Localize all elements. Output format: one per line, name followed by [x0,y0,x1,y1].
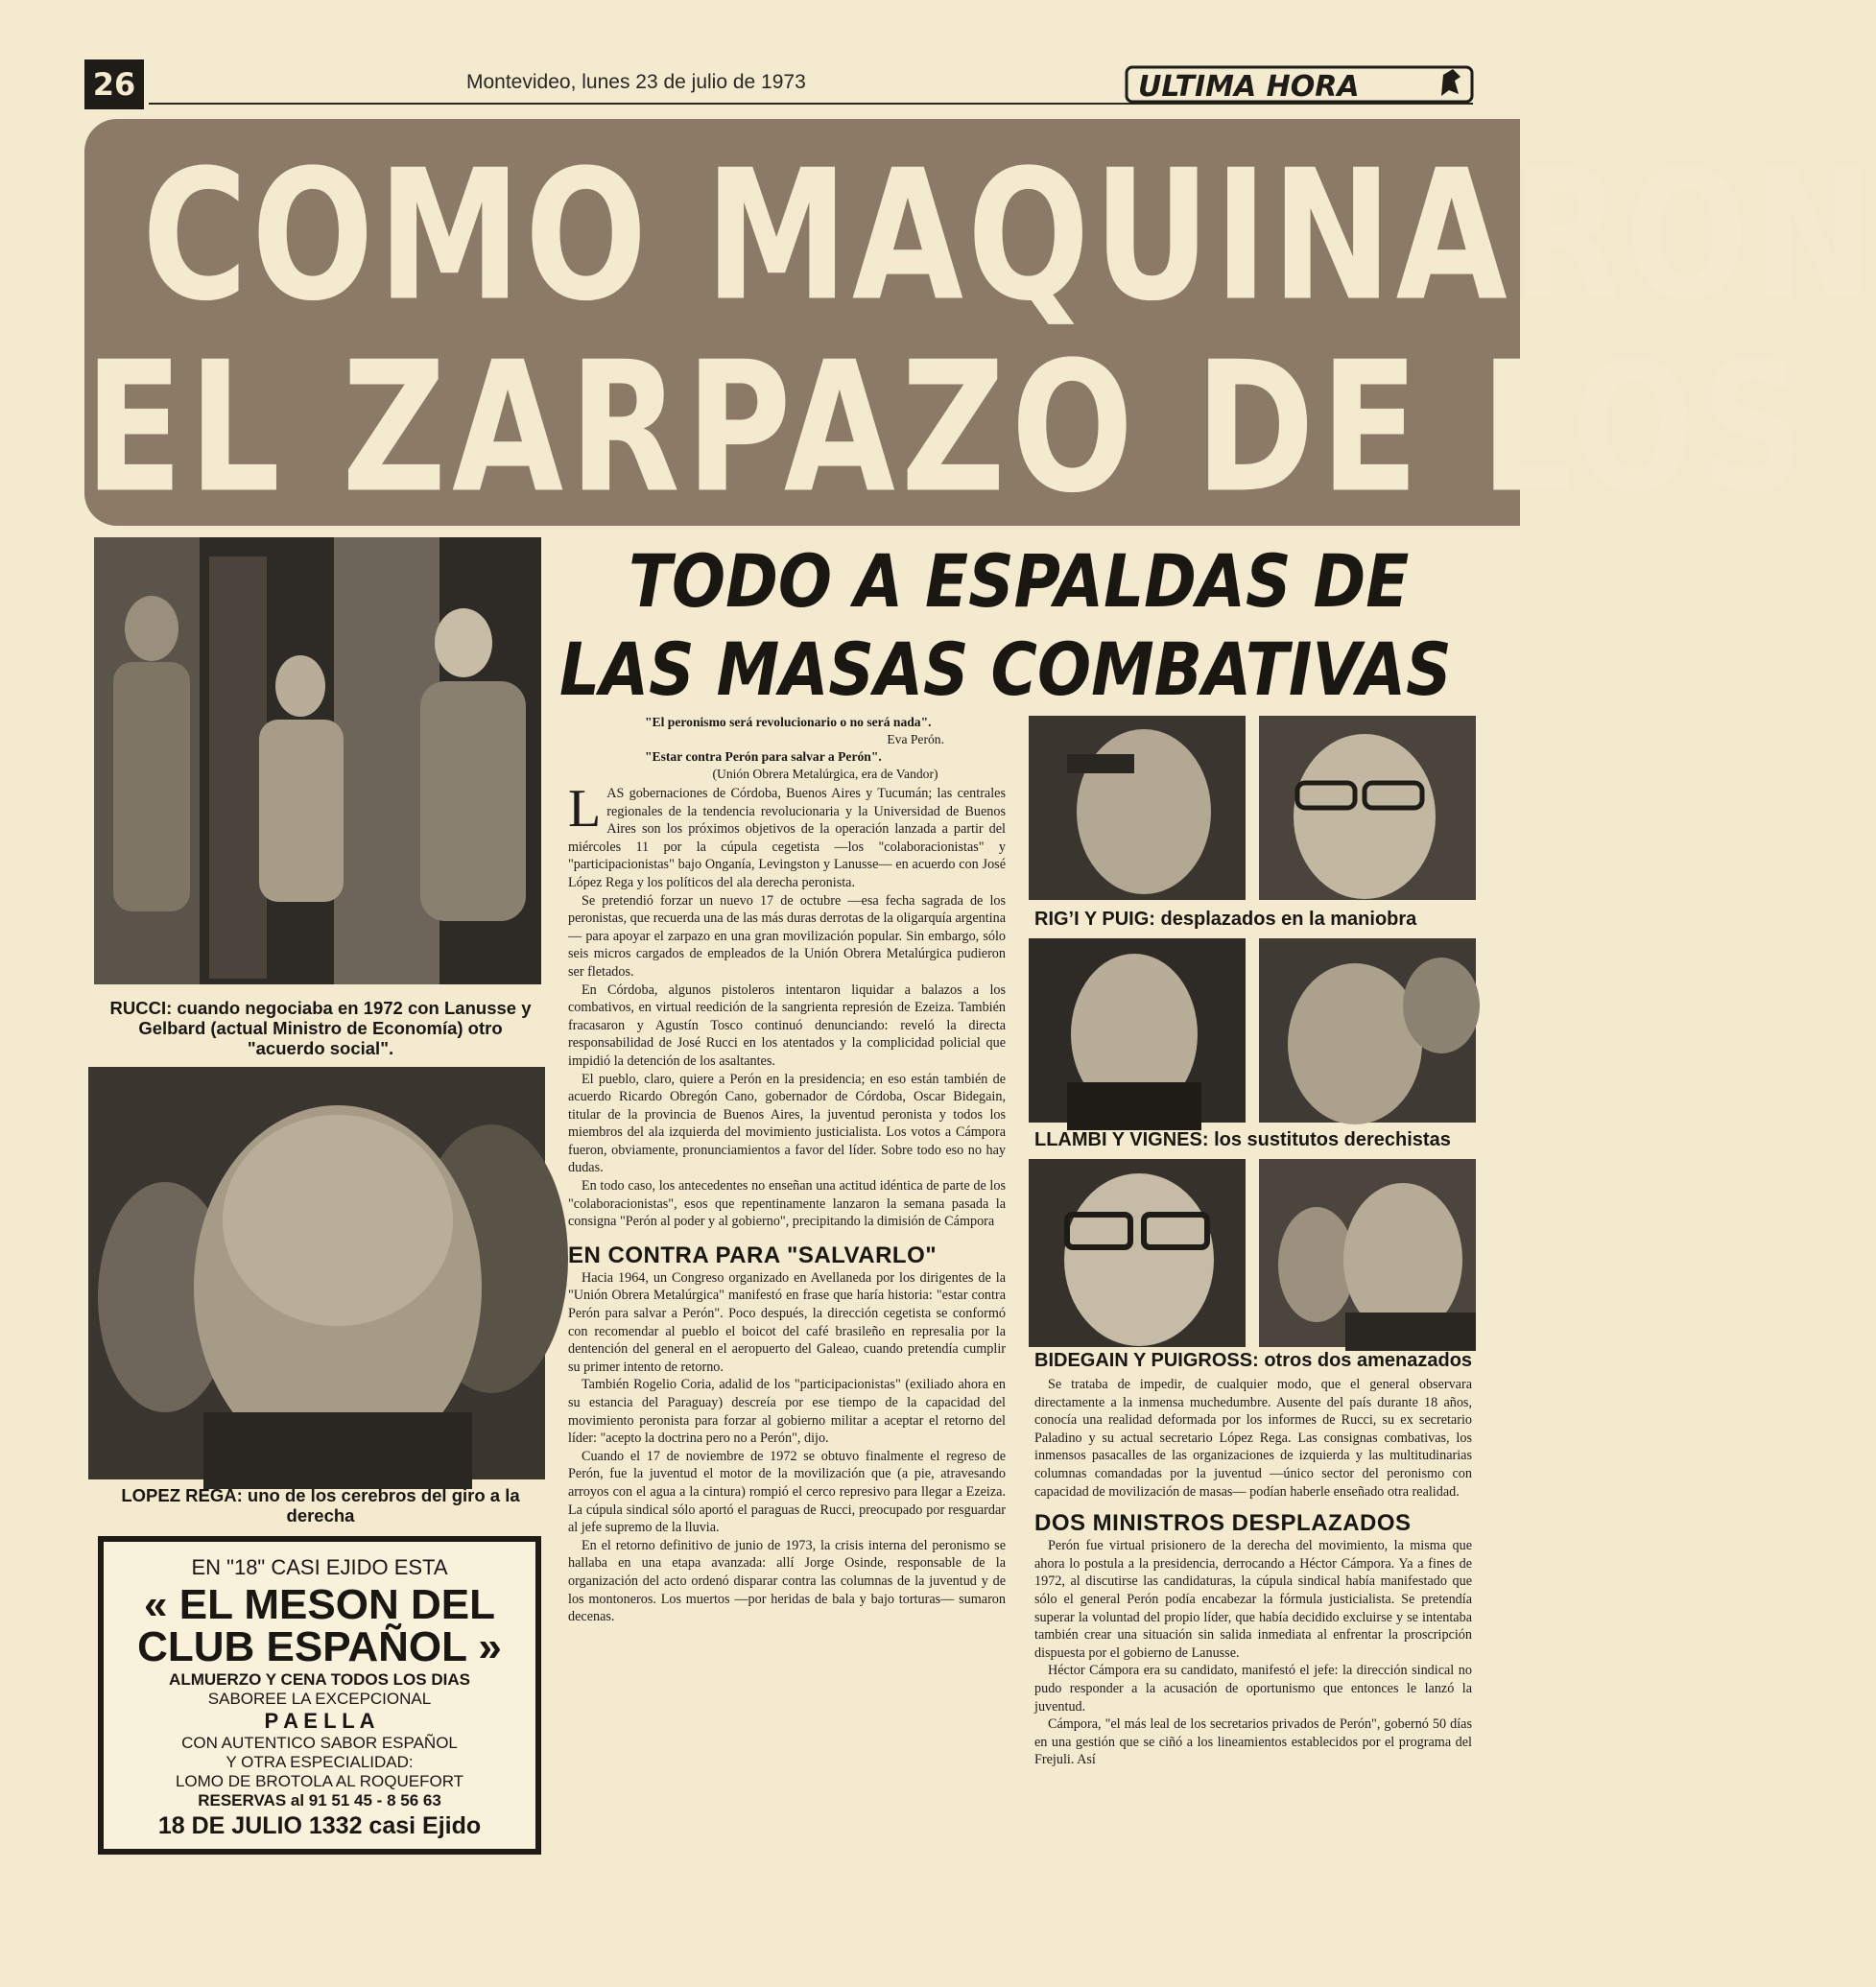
paragraph-5: En todo caso, los antecedentes no enseñan una actitud idéntica de parte de los "colaboracionistas", esos que repentinamente lanzaron la semana pasada la consigna "Perón al poder y al gobierno", precipitando la dimisión de Cámpora [568,1178,1006,1230]
ad-line-6: P A E L L A [264,1709,375,1733]
ad-line-10: RESERVAS al 91 51 45 - 8 56 63 [198,1791,441,1810]
photo-puigross-icon [1259,1159,1476,1347]
section-heading-1: EN CONTRA PARA "SALVARLO" [568,1242,938,1268]
photo-rucci [94,537,541,984]
quote-2: "Estar contra Perón para salvar a Perón". [645,749,882,764]
photo-vignes-icon [1259,938,1476,1123]
paragraph-13: Cámpora, "el más leal de los secretarios privados de Perón", gobernó 50 días en una gestión que se ciñó a los lineamientos establecidos por el programa del Frejuli. Así [1034,1716,1472,1768]
ad-line-11: 18 DE JULIO 1332 casi Ejido [157,1812,482,1839]
photo-puig [1259,716,1476,900]
ad-line-8: Y OTRA ESPECIALIDAD: [226,1753,414,1771]
paragraph-6: Hacia 1964, un Congreso organizado en Avellaneda por los dirigentes de la "Unión Obrera Metalúrgica" manifestó en frase que haría historia: "estar contra Perón para salvar a Perón". Poco después, la dirección cegetista se conformó con recomendar al pueblo el boicot del café brasileño en represalia por la dentención del general en el aeropuerto del Galeao, cuando pretendía cumplir su primer intento de retorno. [568,1269,1006,1375]
epigraph [568,714,1006,783]
paragraph-12: Héctor Cámpora era su candidato, manifestó el jefe: la dirección sindical no pudo responder a la acusación de oportunismo que entonces le lanzó la juventud. [1034,1663,1472,1715]
paragraph-11: Perón fue virtual prisionero de la derecha del movimiento, la misma que ahora lo postula a la presidencia, derrocando a Héctor Cámpora. Ya a fines de 1972, al discutirse las candidaturas, la cúpula sindical había manifestado que sólo el general Perón podía encabezar la fórmula justicialista. Se pretendía superar la voluntad del propio líder, que había decidido excluirse y se intentaba también crear una situación sin salida inmediata al enfrentar la proscripción dispuesta por el gobierno de Lanusse. [1034,1538,1472,1661]
headline-banner [84,119,1876,533]
photo-rucci-icon [94,537,541,984]
masthead-text: ULTIMA HORA [1138,70,1360,104]
photo-llambi [1029,938,1246,1123]
paragraph-4: El pueblo, claro, quiere a Perón en la presidencia; en eso están también de acuerdo Ricardo Obregón Cano, gobernador de Córdoba, Oscar Bidegain, titular de la provincia de Buenos Aires, la juventud peronista y todos los miembros del ala izquierda del movimiento justicialista. Los votos a Cámpora fueron, obviamente, pronunciamientos a favor del líder. Sobre todo eso no hay dudas. [568,1071,1006,1176]
caption-lopez-name: LOPEZ REGA: [121,1485,243,1505]
subheadline-line-1: TODO A ESPALDAS DE [629,539,1410,625]
caption-lopez-text: uno de los cerebros del giro a la derecha [247,1485,520,1526]
photo-bidegain-icon [1029,1159,1246,1347]
caption-bidegain-puigross [1034,1351,1476,1371]
paragraph-1 [568,779,1006,892]
dateline: Montevideo, lunes 23 de julio de 1973 [466,71,806,93]
paragraph-9: En el retorno definitivo de junio de 1973, la crisis interna del peronismo se hallaba en una etapa avanzada: allí Jorge Osinde, responsable de la organización del acto ordenó disparar contra las columnas de la juventud y de los montoneros. Los muertos —por heridas de bala y bajo torturas— sumaron decenas. [568,1537,1006,1625]
ad-line-2: « EL MESON DEL [144,1581,495,1628]
ad-line-3: CLUB ESPAÑOL » [137,1623,502,1670]
caption-lopez-rega [98,1485,543,1526]
article-text-1 [568,779,1006,1231]
ad-line-4: ALMUERZO Y CENA TODOS LOS DIAS [169,1670,470,1689]
photo-puig-icon [1259,716,1476,900]
photo-llambi-icon [1029,938,1246,1123]
masthead-logo-icon [1125,63,1474,106]
photo-bidegain [1029,1159,1246,1347]
advertisement-meson [98,1536,541,1855]
photo-lopez-rega-icon [88,1067,545,1479]
headline-line-1: COMO MAQUINARON [142,132,1876,342]
article-right-column [1034,1376,1472,1769]
caption-rucci-name: RUCCI: [109,998,173,1018]
ad-line-9: LOMO DE BROTOLA AL ROQUEFORT [175,1772,464,1790]
caption-bidegain-name: BIDEGAIN Y PUIGROSS: [1034,1350,1259,1371]
quote-1: "El peronismo será revolucionario o no será nada". [645,715,932,729]
photo-righi [1029,716,1246,900]
paragraph-2: Se pretendió forzar un nuevo 17 de octubre —esa fecha sagrada de los peronistas, que recuerda una de las más duras derrotas de la oligarquía argentina— para apoyar el zarpazo en una gran movilización popular. Sin embargo, sólo seis micros cargados de empleados de la Unión Obrera Metalúrgica pudieron ser fletados. [568,892,1006,980]
masthead-logo [1125,63,1474,106]
caption-righi-text: desplazados en la maniobra [1160,909,1417,930]
photo-puigross [1259,1159,1476,1347]
quote-2-author: (Unión Obrera Metalúrgica, era de Vandor) [712,767,938,781]
caption-righi-name: RIGʼI Y PUIG: [1034,909,1155,930]
ad-line-5: SABOREE LA EXCEPCIONAL [207,1690,432,1708]
article-middle-column [568,714,1006,1626]
caption-righi-puig [1034,910,1476,930]
ad-line-7: CON AUTENTICO SABOR ESPAÑOL [181,1734,458,1752]
article-text-2 [568,1269,1006,1626]
page-number: 26 [84,59,144,109]
photo-lopez-rega [88,1067,545,1479]
caption-bidegain-text: otros dos amenazados [1264,1350,1473,1371]
caption-llambi-vignes [1034,1130,1476,1150]
headline-line-2: EL ZARPAZO DE LOS [84,324,1811,533]
paragraph-10: Se trataba de impedir, de cualquier modo, que el general observara directamente a la inmensa muchedumbre. Ausente del país durante 18 años, conocía una realidad deformada por los informes de Rucci, su ex secretario Paladino y su actual secretario López Rega. Las consignas combativas, los inmensos pasacalles de las organizaciones de izquierda y las multitudinarias columnas comandadas por la juventud —único sector del peronismo con capacidad de movilización de masas— podían haberle enseñado otra realidad. [1034,1377,1472,1500]
ad-line-1: EN "18" CASI EJIDO ESTA [191,1555,448,1579]
caption-llambi-name: LLAMBI Y VIGNES: [1034,1129,1209,1150]
article-text-4 [1034,1537,1472,1769]
photo-vignes [1259,938,1476,1123]
paragraph-3: En Córdoba, algunos pistoleros intentaron liquidar a balazos a los combativos, en virtual reedición de la sangrienta represión de Ezeiza. También fracasaron y Agustín Tosco continuó denunciando: reveló la directa responsabilidad de José Rucci en los atentados y la complicidad policial que impidió la detención de los asaltantes. [568,982,1006,1069]
photo-righi-icon [1029,716,1246,900]
article-text-3 [1034,1376,1472,1501]
quote-1-author: Eva Perón. [887,732,944,746]
caption-llambi-text: los sustitutos derechistas [1214,1129,1451,1150]
paragraph-7: También Rogelio Coria, adalid de los "participacionistas" (exiliado ahora en su estancia del Paraguay) descreía por ese tiempo de la capacidad del movimiento peronista para forzar al gobierno militar a aceptar el retorno del líder: "acepto la doctrina pero no a Perón", dijo. [568,1377,1006,1447]
paragraph-1-text: AS gobernaciones de Córdoba, Buenos Aires y Tucumán; las centrales regionales de la tendencia revolucionaria y la Universidad de Buenos Aires son los próximos objetivos de la operación lanzada a partir del miércoles 11 por la cúpula cegetista —los "colaboracionistas" y "participacionistas" bajo Onganía, Levingston y Lanusse— en acuerdo con José López Rega y los políticos del ala derecha peronista. [568,786,1006,890]
caption-rucci [98,998,543,1058]
drop-cap: L [568,779,602,839]
subheadline-line-2: LAS MASAS COMBATIVAS [559,627,1452,713]
paragraph-8: Cuando el 17 de noviembre de 1972 se obtuvo finalmente el regreso de Perón, fue la juventud el motor de la movilización que (a pie, atravesando arroyos con el agua a la cintura) rompió el cerco represivo para llegar a Ezeiza. La cúpula sindical sólo aportó el paraguas de Rucci, preocupado por resguardar al jefe supremo de la lluvia. [568,1448,1006,1536]
section-heading-2: DOS MINISTROS DESPLAZADOS [1034,1510,1412,1537]
caption-rucci-text: cuando negociaba en 1972 con Lanusse y Gelbard (actual Ministro de Economía) otro "acuerdo social". [138,998,532,1058]
